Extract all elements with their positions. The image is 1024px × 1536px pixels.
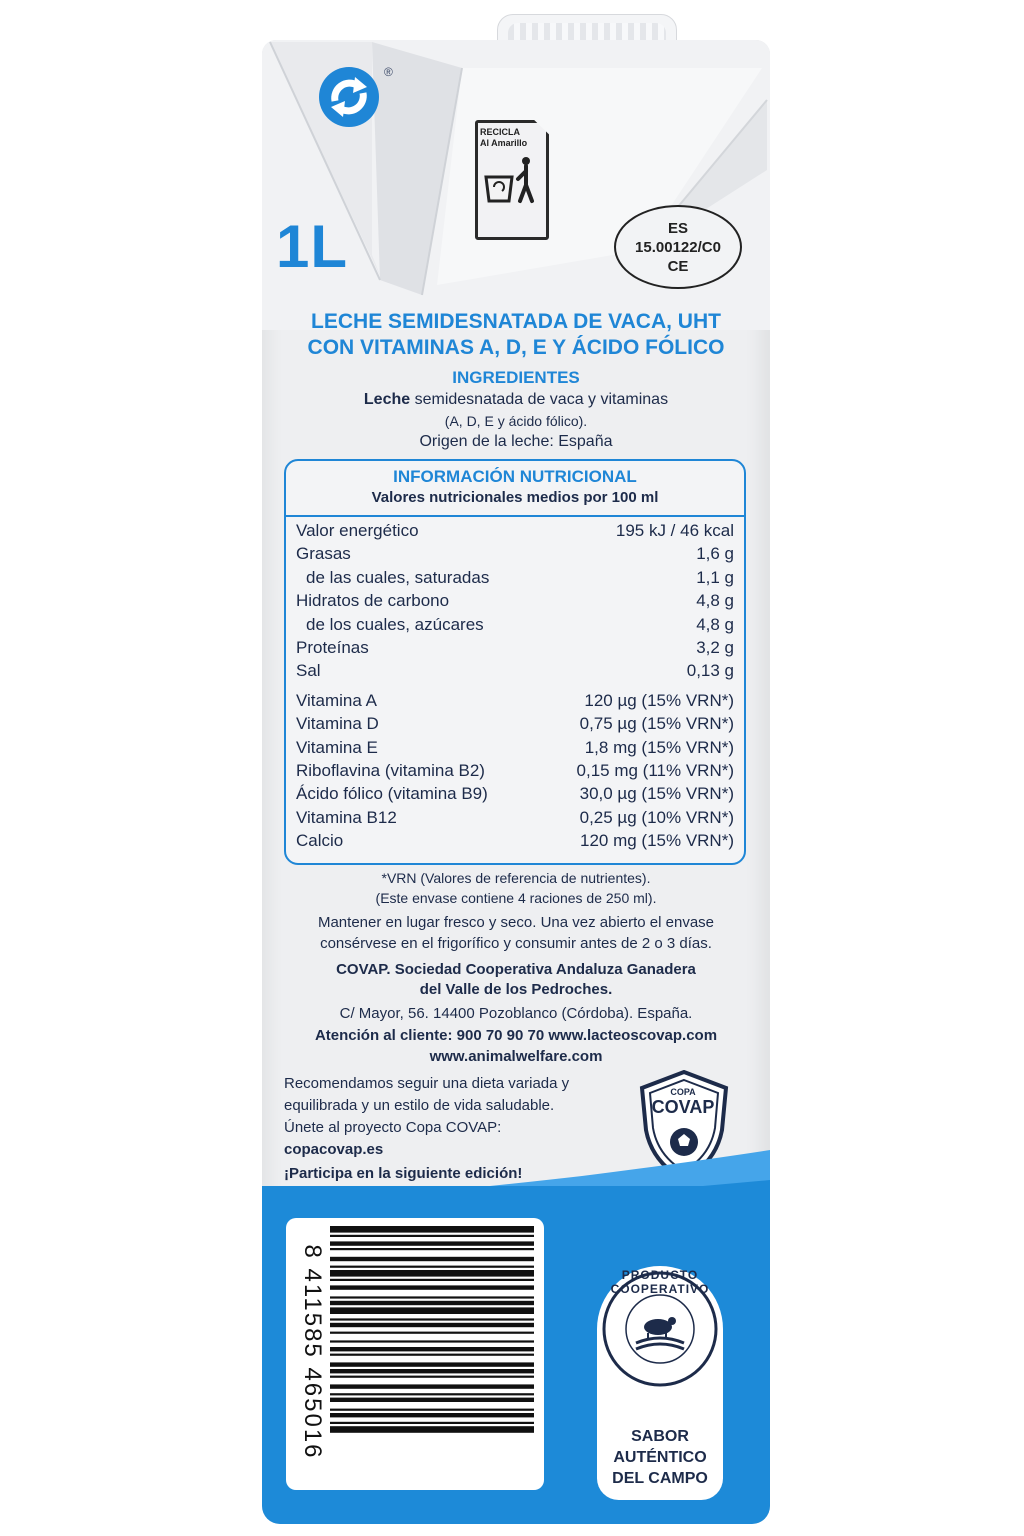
barcode-bar — [330, 1413, 534, 1417]
nutrition-row-label: Hidratos de carbono — [296, 591, 450, 611]
nutrition-row — [296, 691, 734, 714]
barcode-bar — [330, 1285, 534, 1289]
badge-text — [597, 1426, 723, 1489]
nutrition-row-label: Vitamina E — [296, 737, 378, 757]
ingredients-line1 — [262, 391, 770, 409]
company-line1: COVAP. Sociedad Cooperativa Andaluza Ganadera — [336, 961, 696, 978]
nutrition-row-label: Vitamina B12 — [296, 807, 397, 827]
barcode-bar — [330, 1398, 534, 1402]
storage-line2: consérvese en el frigorífico y consumir antes de 2 o 3 días. — [320, 935, 712, 952]
badge-line1: SABOR — [631, 1428, 689, 1445]
nutrition-row — [296, 761, 734, 784]
barcode-bar — [330, 1235, 534, 1237]
nutrition-row — [296, 568, 734, 591]
recycle-label-line1: RECICLA — [480, 127, 520, 137]
copa-label-small: COPA — [670, 1087, 696, 1097]
nutrition-row-label: Valor energético — [296, 521, 419, 540]
barcode-bar — [330, 1369, 534, 1373]
nutrition-row-label: de los cuales, azúcares — [306, 614, 484, 634]
barcode-bar — [330, 1409, 534, 1411]
nutrition-row — [296, 661, 734, 684]
nutrition-row — [296, 714, 734, 737]
barcode-bar — [330, 1393, 534, 1395]
vrn-note: *VRN (Valores de referencia de nutrientes). — [381, 870, 651, 886]
product-title-line2: CON VITAMINAS A, D, E Y ÁCIDO FÓLICO — [307, 336, 725, 359]
promo-line2: equilibrada y un estilo de vida saludable. — [284, 1097, 555, 1114]
ingredients-bold: Leche — [363, 391, 411, 408]
recycle-label-text — [480, 127, 544, 149]
health-mark-country: ES — [667, 219, 688, 237]
nutrition-row-label: Riboflavina (vitamina B2) — [296, 761, 485, 780]
nutrition-row-value: 4,8 g — [696, 591, 734, 611]
welfare-url: www.animalwelfare.com — [429, 1048, 603, 1065]
barcode-bar — [330, 1266, 534, 1268]
barcode-digits-wrapper — [288, 1218, 328, 1490]
nutrition-row-value: 0,13 g — [686, 661, 734, 681]
nutrition-row — [296, 521, 734, 544]
nutrition-row — [296, 615, 734, 638]
barcode-bar — [330, 1347, 534, 1351]
barcode-bar — [330, 1279, 534, 1281]
badge-line3: DEL CAMPO — [612, 1470, 708, 1487]
nutrition-subheading: Valores nutricionales medios por 100 ml — [371, 489, 659, 506]
nutrition-row-label: Vitamina D — [296, 714, 379, 734]
company-line2: del Valle de los Pedroches. — [419, 981, 613, 998]
recycle-label-line2: Al Amarillo — [480, 138, 528, 148]
nutrition-row — [296, 638, 734, 661]
nutrition-row-value: 0,15 mg (11% VRN*) — [576, 761, 734, 780]
storage-line1: Mantener en lugar fresco y seco. Una vez abierto el envase — [317, 914, 715, 931]
customer-service: Atención al cliente: 900 70 90 70 www.lacteoscovap.com — [314, 1027, 718, 1044]
health-mark-number: 15.00122/C0 — [635, 238, 721, 256]
nutrition-row-label: Vitamina A — [296, 690, 377, 710]
nutrition-row — [296, 738, 734, 761]
nutrition-row-value: 4,8 g — [696, 614, 734, 634]
nutrition-divider — [286, 515, 744, 517]
badge-line2: AUTÉNTICO — [613, 1449, 707, 1466]
barcode-icon — [330, 1226, 534, 1482]
health-mark-oval — [614, 205, 742, 289]
volume-label: 1L — [276, 213, 349, 280]
health-mark-ce: CE — [667, 257, 689, 275]
nutrition-row — [296, 591, 734, 614]
nutrition-row-value: 3,2 g — [696, 638, 734, 657]
recycle-yellow-bin-icon — [482, 155, 542, 207]
barcode-bar — [330, 1226, 534, 1233]
nutrition-row-label: Sal — [296, 661, 321, 681]
nutrition-row-label: Ácido fólico (vitamina B9) — [296, 784, 488, 804]
barcode-bar — [330, 1354, 534, 1356]
nutrition-row — [296, 831, 734, 854]
barcode-bar — [330, 1422, 534, 1424]
nutrition-row-value: 1,1 g — [696, 567, 734, 587]
nutrition-row-value: 1,6 g — [696, 544, 734, 564]
barcode-bar — [330, 1384, 534, 1388]
barcode-bar — [330, 1241, 534, 1245]
nutrition-row-label: Proteínas — [296, 638, 369, 657]
promo-line1: Recomendamos seguir una dieta variada y — [284, 1075, 570, 1092]
nutrition-row — [296, 544, 734, 567]
promo-line3: Únete al proyecto Copa COVAP: — [284, 1119, 502, 1136]
ingredients-rest: semidesnatada de vaca y vitaminas — [410, 391, 669, 408]
barcode-bar — [330, 1301, 534, 1305]
milk-origin: Origen de la leche: España — [419, 433, 613, 450]
barcode-bar — [330, 1296, 534, 1298]
milk-carton — [262, 40, 770, 1524]
nutrition-row-label: Grasas — [296, 544, 351, 564]
nutrition-row — [296, 808, 734, 831]
nutrition-row-label: Calcio — [296, 831, 344, 851]
barcode-bar — [330, 1307, 534, 1314]
nutrition-row-value: 120 µg (15% VRN*) — [584, 690, 734, 710]
nutrition-table — [284, 459, 746, 865]
nutrition-row-value: 30,0 µg (15% VRN*) — [579, 784, 734, 804]
badge-arc-text: PRODUCTO COOPERATIVO — [610, 1268, 710, 1296]
registered-mark: ® — [384, 65, 393, 79]
promo-link[interactable]: copacovap.es — [284, 1141, 384, 1158]
barcode-bar — [330, 1257, 534, 1261]
ingredients-heading: INGREDIENTES — [452, 368, 580, 387]
nutrition-row-value: 0,25 µg (10% VRN*) — [579, 807, 734, 827]
barcode-bar — [330, 1332, 534, 1334]
barcode-card — [286, 1218, 544, 1490]
barcode-bar — [330, 1318, 534, 1320]
recycle-green-dot-icon — [317, 65, 381, 129]
barcode-bar — [330, 1248, 534, 1250]
barcode-bar — [330, 1340, 534, 1342]
promo-cta: ¡Participa en la siguiente edición! — [284, 1165, 523, 1182]
copa-label-main: COVAP — [651, 1097, 715, 1117]
nutrition-heading: INFORMACIÓN NUTRICIONAL — [393, 467, 637, 486]
servings-note: (Este envase contiene 4 raciones de 250 ml). — [375, 890, 657, 906]
ingredients-line2: (A, D, E y ácido fólico). — [444, 413, 588, 429]
nutrition-row-value: 120 mg (15% VRN*) — [579, 831, 734, 851]
barcode-bar — [330, 1323, 534, 1327]
nutrition-row-value: 195 kJ / 46 kcal — [615, 521, 734, 540]
nutrition-row-label: de las cuales, saturadas — [306, 567, 490, 587]
nutrition-row — [296, 784, 734, 807]
barcode-bar — [330, 1426, 534, 1433]
barcode-bar — [330, 1362, 534, 1366]
nutrition-row-value: 1,8 mg (15% VRN*) — [584, 737, 734, 757]
product-title-line1: LECHE SEMIDESNATADA DE VACA, UHT — [311, 310, 721, 333]
cooperative-badge — [597, 1266, 723, 1500]
barcode-bar — [330, 1376, 534, 1378]
barcode-digits: 8 411585 465016 — [299, 1244, 326, 1460]
company-address: C/ Mayor, 56. 14400 Pozoblanco (Córdoba). España. — [339, 1005, 693, 1022]
barcode-bar — [330, 1270, 534, 1277]
nutrition-row-value: 0,75 µg (15% VRN*) — [579, 714, 734, 734]
